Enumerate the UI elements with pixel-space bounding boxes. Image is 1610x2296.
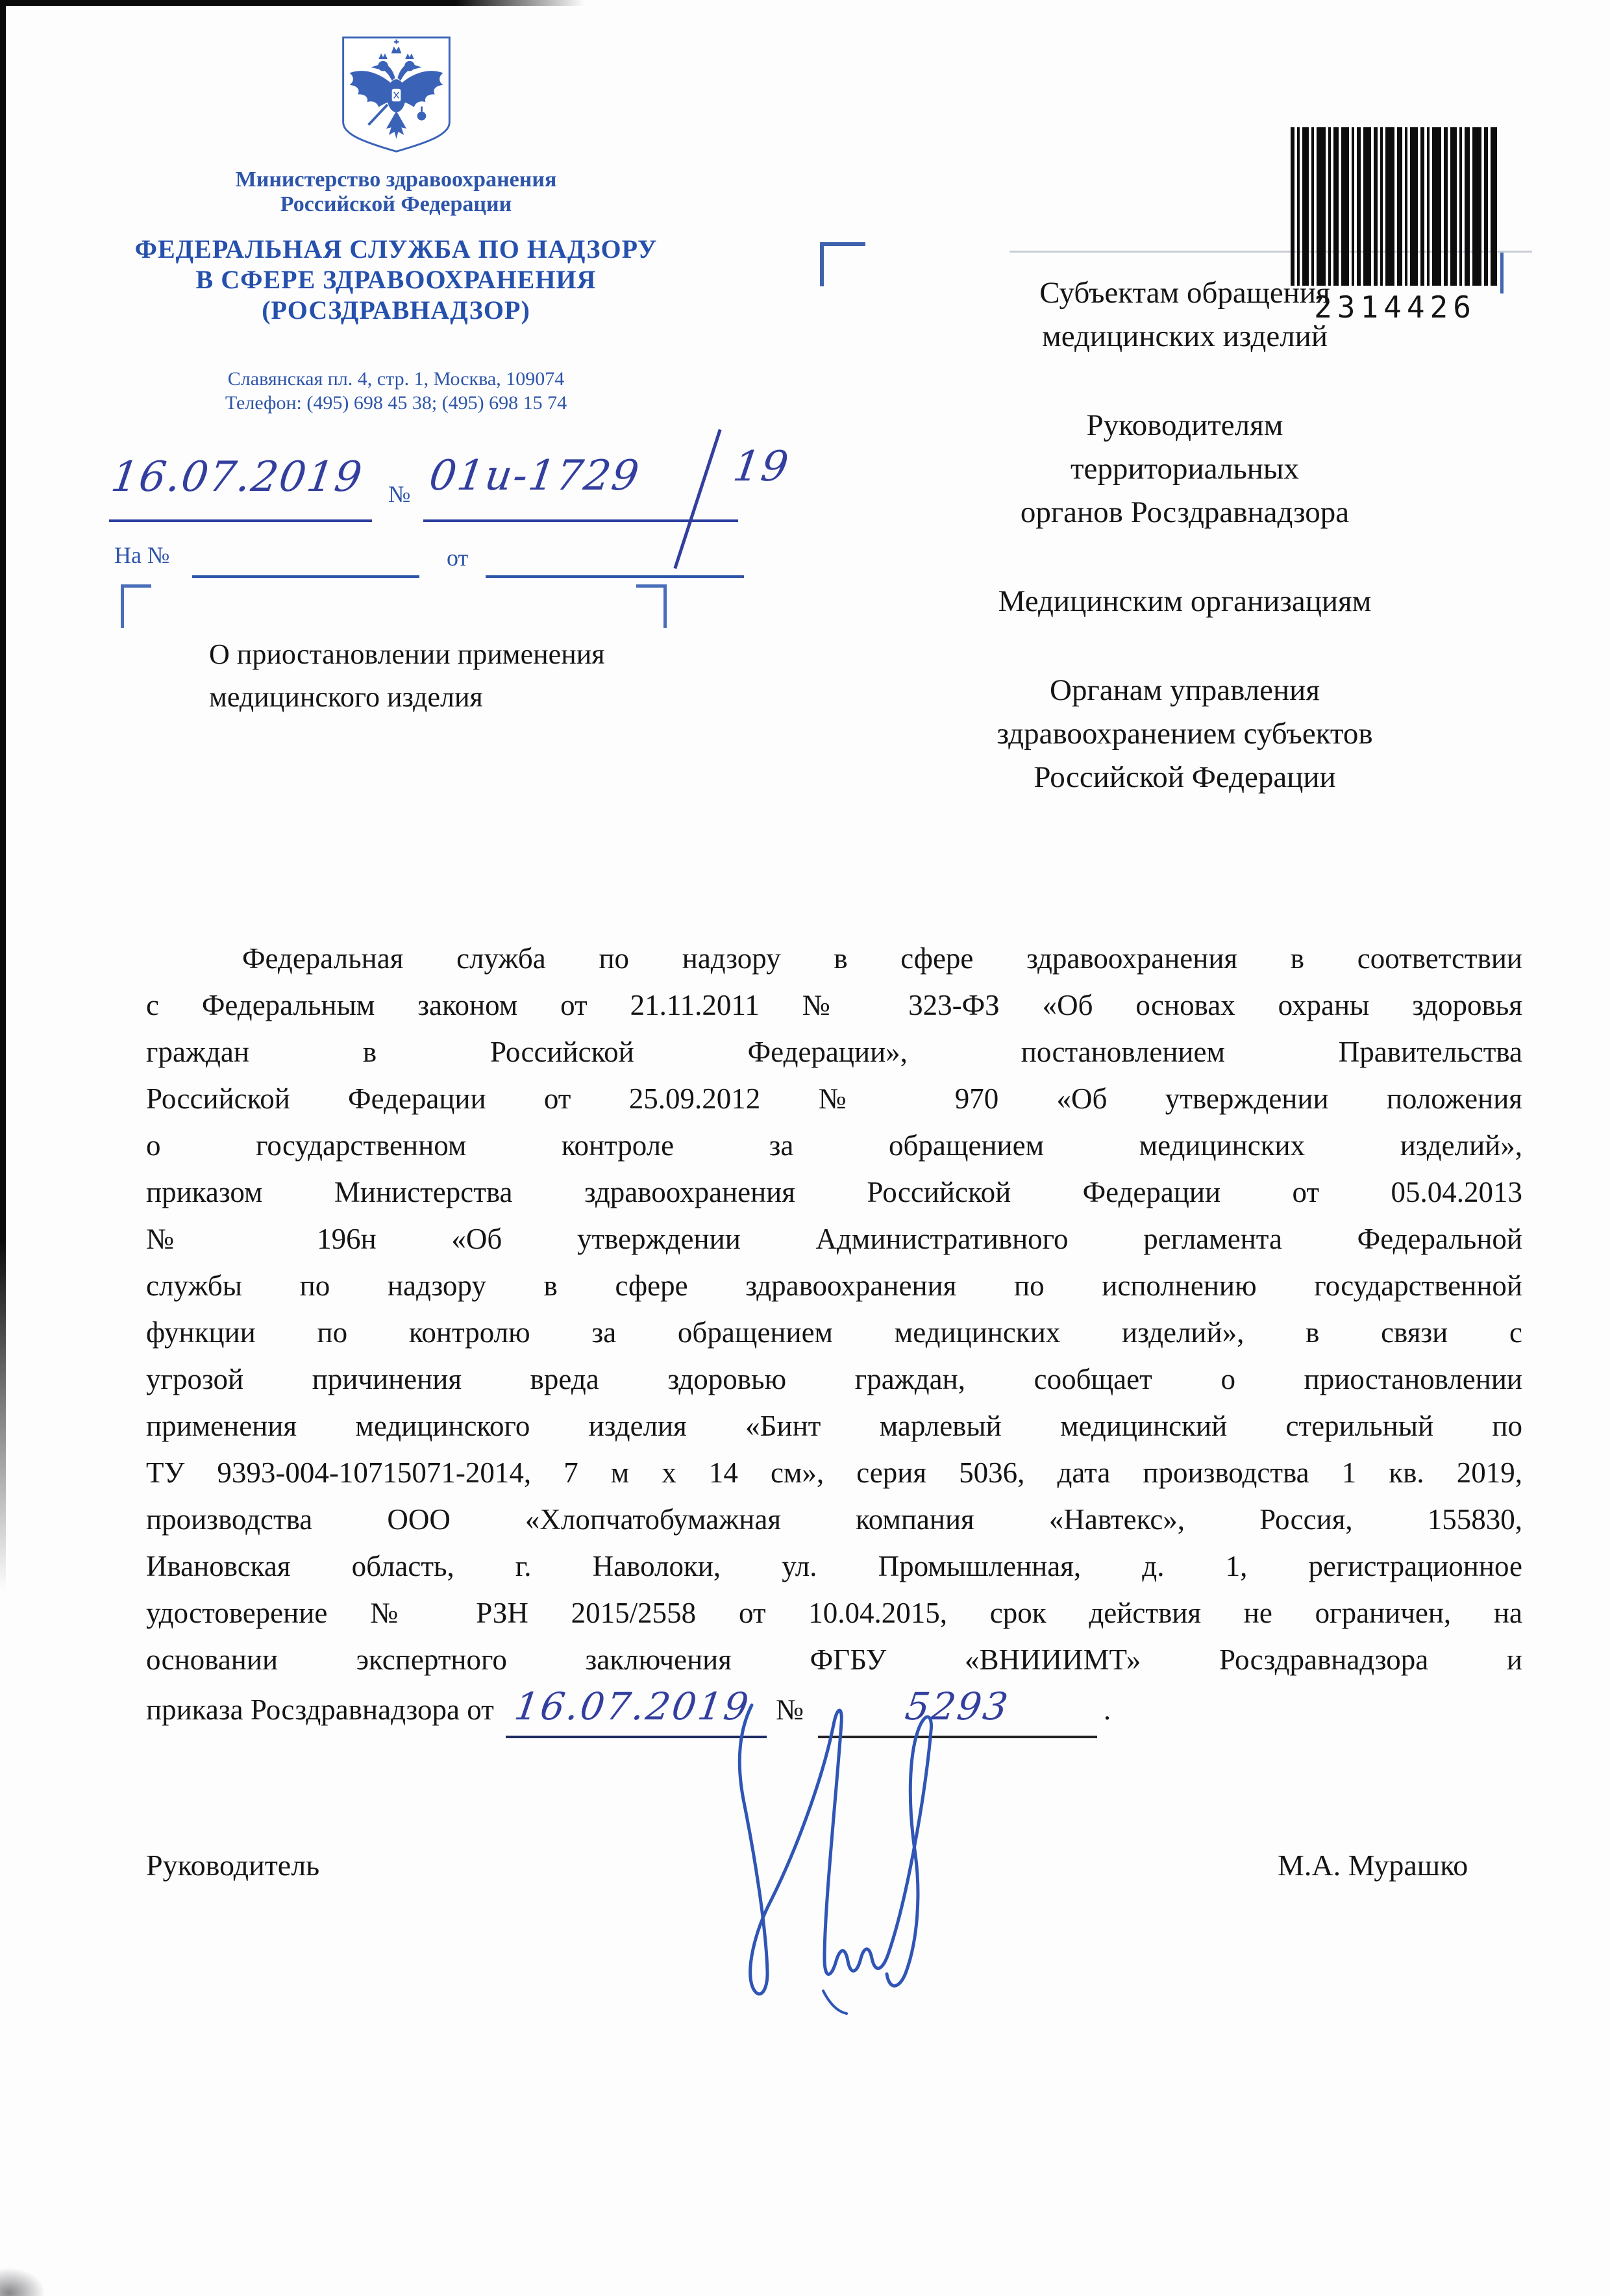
- scan-edge-artifact-left: [0, 0, 6, 1591]
- body-line: удостоверение № РЗН 2015/2558 от 10.04.2015, срок действия не ограничен, на: [146, 1597, 1522, 1629]
- recipient-line: Субъектам обращения: [1039, 276, 1330, 310]
- body-line: функции по контролю за обращением медицинских изделий», в связи с: [146, 1316, 1522, 1349]
- recipient-line: органов Росздравнадзора: [1020, 495, 1350, 529]
- number-underline: [423, 519, 738, 522]
- russia-coat-of-arms-icon: [333, 34, 460, 157]
- reply-from-label: от: [447, 545, 469, 571]
- subject-line2: медицинского изделия: [209, 681, 483, 713]
- letterhead-phone: Телефон: (495) 698 45 38; (495) 698 15 74: [225, 392, 567, 414]
- service-name-line1: ФЕДЕРАЛЬНАЯ СЛУЖБА ПО НАДЗОРУ: [134, 234, 658, 264]
- ministry-name-line2: Российской Федерации: [280, 192, 512, 216]
- body-line: приказом Министерства здравоохранения Российской Федерации от 05.04.2013: [146, 1176, 1522, 1208]
- scan-edge-artifact-top: [0, 0, 584, 6]
- date-underline: [109, 519, 372, 522]
- recipient-line: Российской Федерации: [1034, 760, 1336, 794]
- handwritten-order-date: 16.07.2019: [512, 1684, 753, 1728]
- barcode-number: 2314426: [1314, 290, 1476, 325]
- handwritten-signature-icon: [726, 1686, 950, 2017]
- signer-name: М.А. Мурашко: [1278, 1849, 1468, 1882]
- handwritten-number-suffix: 19: [730, 443, 793, 491]
- body-line: основании экспертного заключения ФГБУ «ВНИИИМТ» Росздравнадзора и: [146, 1643, 1522, 1676]
- service-name-line3: (РОСЗДРАВНАДЗОР): [262, 295, 530, 325]
- service-name-line2: В СФЕРЕ ЗДРАВООХРАНЕНИЯ: [195, 265, 597, 294]
- body-line: производства ООО «Хлопчатобумажная компания «Навтекс», Россия, 155830,: [146, 1503, 1522, 1536]
- handwritten-outgoing-number: 01и-1729: [426, 452, 643, 500]
- corner-mark-subject-right: [636, 584, 667, 628]
- subject-line1: О приостановлении применения: [209, 638, 605, 670]
- body-line: с Федеральным законом от 21.11.2011 № 323-ФЗ «Об основах охраны здоровья: [146, 989, 1522, 1021]
- corner-mark-subject-left: [121, 584, 151, 628]
- reply-to-label: На №: [114, 542, 170, 568]
- recipient-line: здравоохранением субъектов: [997, 717, 1373, 751]
- reply-number-blank: [192, 575, 419, 578]
- body-line: граждан в Российской Федерации», постановлением Правительства: [146, 1036, 1522, 1068]
- barcode-icon: [1291, 127, 1500, 286]
- body-line: Федеральная служба по надзору в сфере здравоохранения в соответствии: [242, 942, 1522, 975]
- number-sign-label: №: [388, 481, 411, 507]
- letterhead: [78, 34, 714, 415]
- letterhead-address: Славянская пл. 4, стр. 1, Москва, 109074: [227, 368, 565, 390]
- body-line: ТУ 9393-004-10715071-2014, 7 м х 14 см», серия 5036, дата производства 1 кв. 2019,: [146, 1456, 1522, 1489]
- recipient-line: медицинских изделий: [1041, 319, 1328, 353]
- scan-smudge-artifact: [0, 2267, 45, 2296]
- recipients-block: [831, 271, 1539, 845]
- recipient-line: Органам управления: [1050, 673, 1320, 707]
- handwritten-slash: [673, 429, 721, 569]
- reply-date-blank: [486, 575, 744, 578]
- sentence-period: .: [1103, 1693, 1111, 1726]
- order-number-sign: №: [775, 1693, 804, 1726]
- body-line: угрозой причинения вреда здоровью граждан, сообщает о приостановлении: [146, 1363, 1522, 1395]
- signer-title: Руководитель: [146, 1849, 320, 1882]
- body-line: Российской Федерации от 25.09.2012 № 970 «Об утверждении положения: [146, 1082, 1522, 1115]
- body-line: применения медицинского изделия «Бинт марлевый медицинский стерильный по: [146, 1410, 1522, 1442]
- ministry-name-line1: Министерство здравоохранения: [235, 168, 557, 192]
- recipient-line: территориальных: [1070, 452, 1300, 486]
- body-line: Ивановская область, г. Наволоки, ул. Промышленная, д. 1, регистрационное: [146, 1550, 1522, 1582]
- handwritten-order-number: 5293: [902, 1684, 1013, 1728]
- letter-body: [146, 935, 1522, 1730]
- recipient-line: Руководителям: [1086, 408, 1283, 442]
- recipient-line: Медицинским организациям: [998, 584, 1372, 618]
- handwritten-outgoing-date: 16.07.2019: [108, 453, 366, 501]
- body-line: службы по надзору в сфере здравоохранения по исполнению государственной: [146, 1269, 1522, 1302]
- subject-block: [209, 633, 605, 719]
- order-prefix: приказа Росздравнадзора от: [146, 1693, 494, 1726]
- body-line: о государственном контроле за обращением медицинских изделий»,: [146, 1129, 1522, 1162]
- body-line: № 196н «Об утверждении Административного регламента Федеральной: [146, 1223, 1522, 1255]
